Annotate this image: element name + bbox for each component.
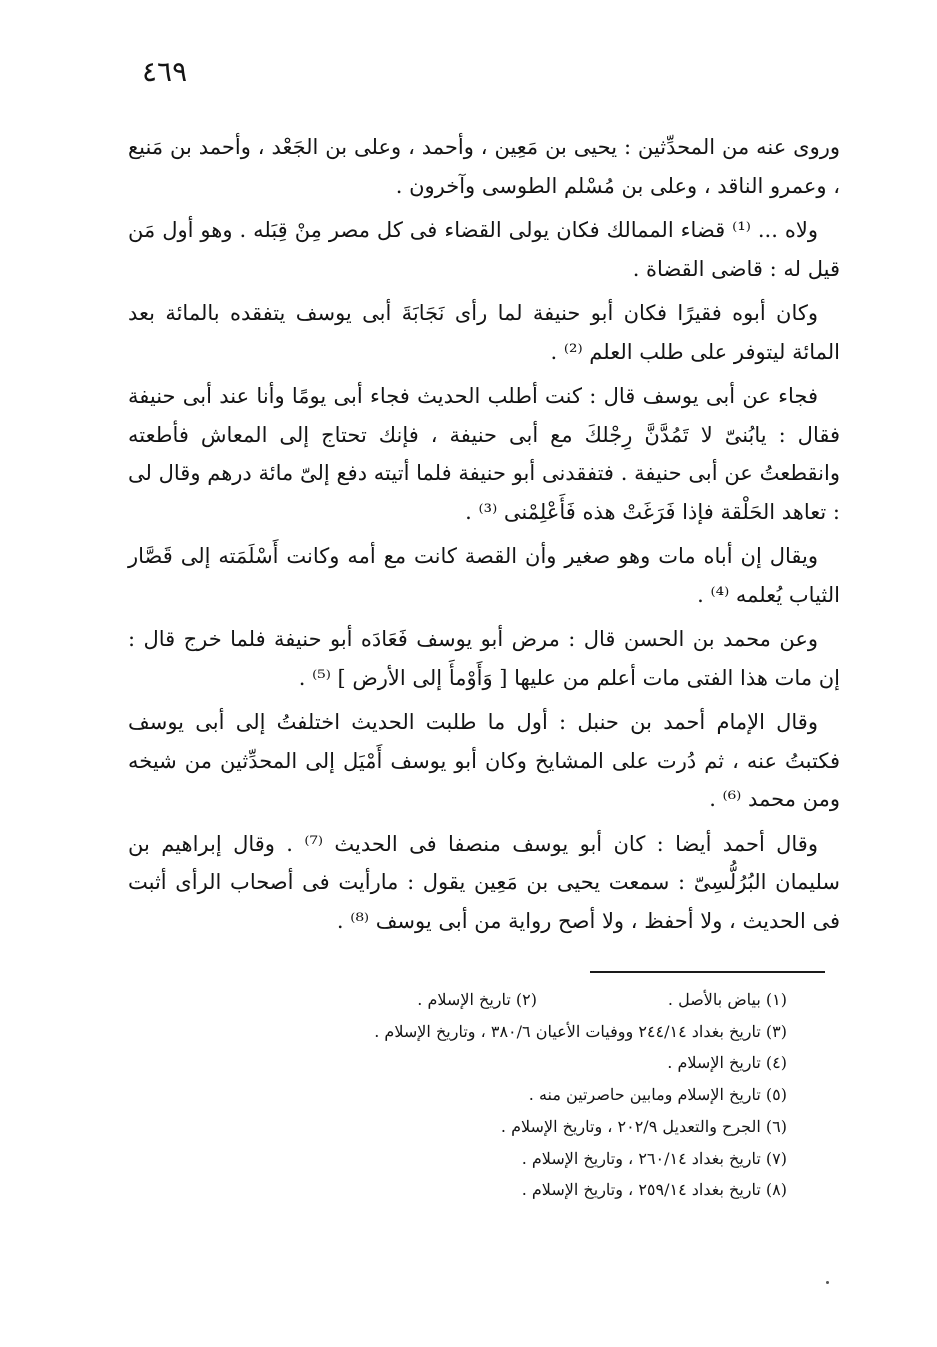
paragraph-narrators: وروى عنه من المحدِّثين : يحيى بن مَعِين ، وأحمد ، وعلى بن الجَعْد ، وأحمد بن مَنيع ، وعمرو الناقد ، وعلى بن مُسْلم الطوسى وآخرون . xyxy=(128,135,840,198)
paragraph-father-poor: وكان أبوه فقيرًا فكان أبو حنيفة لما رأى نَجَابَةَ أبى يوسف يتفقده بالمائة بعد المائة ليتوفر على طلب العلم ⁽²⁾ . xyxy=(128,301,840,364)
footnote-4: (٤) تاريخ الإسلام . xyxy=(667,1053,787,1073)
footnote-8: (٨) تاريخ بغداد ٢٥٩/١٤ ، وتاريخ الإسلام . xyxy=(521,1180,787,1200)
footnote-row xyxy=(200,1047,787,1079)
footnotes xyxy=(200,984,787,1206)
footnote-2: (٢) تاريخ الإسلام . xyxy=(417,990,537,1009)
footnote-row xyxy=(200,1079,787,1111)
paragraph-ahmad-again: وقال أحمد أيضا : كان أبو يوسف منصفا فى الحديث ⁽⁷⁾ . وقال إبراهيم بن سليمان البُرُلُّسِىّ : سمعت يحيى بن مَعِين يقول : مارأيت فى أصحاب الرأى أثبت فى الحديث ، ولا أحفظ ، ولا أصح رواية من أبى يوسف ⁽⁸⁾ . xyxy=(128,831,840,933)
footnote-divider xyxy=(590,971,825,973)
footnote-row xyxy=(200,984,787,1016)
paragraph-illness: وعن محمد بن الحسن قال : مرض أبو يوسف فَعَادَه أبو حنيفة فلما خرج قال : إن مات هذا الفتى مات أعلم من عليها [ وَأَوْمأَ إلى الأرض ] ⁽⁵⁾ . xyxy=(128,627,840,690)
page-number: ٤٦٩ xyxy=(142,55,188,88)
footnote-7: (٧) تاريخ بغداد ٢٦٠/١٤ ، وتاريخ الإسلام . xyxy=(521,1148,787,1168)
paragraph-ahmad-ibn-hanbal: وقال الإمام أحمد بن حنبل : أول ما طلبت الحديث اختلفتُ إلى أبى يوسف فكتبتُ عنه ، ثم دُرت على المشايخ وكان أبو يوسف أَمْيَل إلى المحدِّثين من شيخه ومن محمد ⁽⁶⁾ . xyxy=(128,710,840,811)
footnote-row xyxy=(200,1016,787,1048)
paragraph-seeking-hadith: فجاء عن أبى يوسف قال : كنت أطلب الحديث فجاء أبى يومًا وأنا عند أبى حنيفة فقال : يابُنىّ لا تَمُدَّنَّ رِجْلكَ مع أبى حنيفة ، فإنك تحتاج إلى المعاش فأطعته وانقطعتُ عن أبى حنيفة . فتفقدنى أبو حنيفة فلما أتيته دفع إلىّ مائة درهم وقال لى : تعاهد الحَلْقة فإذا فَرَغَتْ هذه فَأَعْلِمْنى ⁽³⁾ . xyxy=(128,384,840,524)
footnote-row xyxy=(200,1174,787,1206)
footnote-6: (٦) الجرح والتعديل ٢٠٢/٩ ، وتاريخ الإسلام . xyxy=(500,1116,787,1136)
stray-mark xyxy=(826,1281,829,1284)
footnote-row xyxy=(200,1143,787,1175)
main-text xyxy=(128,128,840,946)
footnote-1: (١) بياض بالأصل . xyxy=(667,990,787,1009)
paragraph-father-died: ويقال إن أباه مات وهو صغير وأن القصة كانت مع أمه وكانت أَسْلَمَته إلى قَصَّار الثياب يُعلمه ⁽⁴⁾ . xyxy=(128,544,840,607)
footnote-3: (٣) تاريخ بغداد ٢٤٤/١٤ ووفيات الأعيان ٣٨٠/٦ ، وتاريخ الإسلام . xyxy=(374,1021,787,1041)
paragraph-judgeship: ولاه ... ⁽¹⁾ قضاء الممالك فكان يولى القضاء فى كل مصر مِنْ قِبَله . وهو أول مَن قيل له : قاضى القضاة . xyxy=(128,218,840,281)
footnote-row xyxy=(200,1111,787,1143)
footnote-5: (٥) تاريخ الإسلام ومابين حاصرتين منه . xyxy=(528,1085,787,1105)
